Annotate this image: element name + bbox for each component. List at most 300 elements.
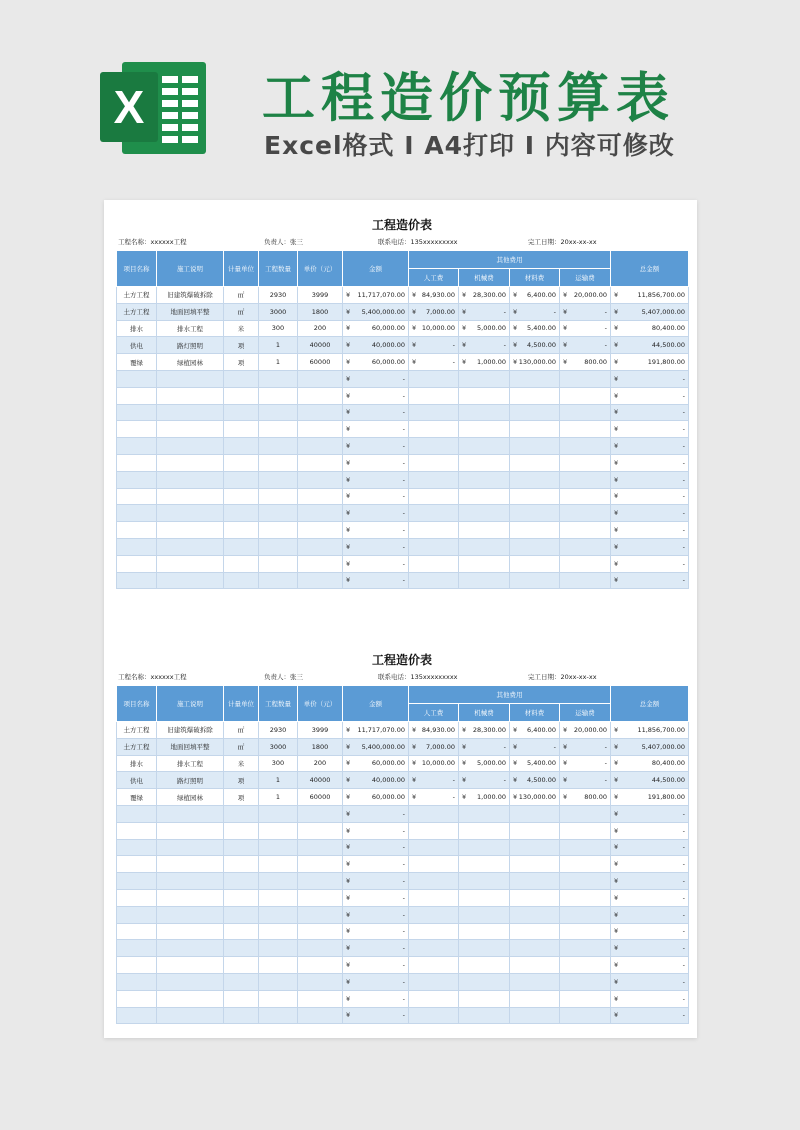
cell-price[interactable] xyxy=(298,822,343,839)
cell-labor[interactable] xyxy=(409,438,459,455)
cell-desc[interactable]: 地面回填平整 xyxy=(157,303,224,320)
cell-qty[interactable]: 300 xyxy=(259,320,298,337)
cell-qty[interactable] xyxy=(259,1007,298,1024)
cell-desc[interactable] xyxy=(157,822,224,839)
cell-unit[interactable]: 项 xyxy=(224,354,259,371)
cell-qty[interactable]: 300 xyxy=(259,755,298,772)
cell-total[interactable] xyxy=(611,1007,689,1024)
cell-amount[interactable] xyxy=(343,822,409,839)
cell-amount[interactable] xyxy=(343,940,409,957)
cell-total[interactable] xyxy=(611,755,689,772)
cell-price[interactable] xyxy=(298,387,343,404)
cell-material[interactable] xyxy=(510,438,560,455)
cell-transport[interactable] xyxy=(560,923,611,940)
cell-material[interactable] xyxy=(510,990,560,1007)
cell-transport[interactable] xyxy=(560,722,611,739)
cell-unit[interactable] xyxy=(224,973,259,990)
cell-machine[interactable] xyxy=(459,538,510,555)
cell-qty[interactable] xyxy=(259,822,298,839)
cell-transport[interactable] xyxy=(560,471,611,488)
cell-qty[interactable] xyxy=(259,957,298,974)
cell-unit[interactable] xyxy=(224,805,259,822)
cell-labor[interactable] xyxy=(409,772,459,789)
cell-total[interactable] xyxy=(611,421,689,438)
cell-item[interactable] xyxy=(117,1007,157,1024)
cell-labor[interactable] xyxy=(409,990,459,1007)
cell-labor[interactable] xyxy=(409,287,459,304)
cell-material[interactable] xyxy=(510,873,560,890)
cell-item[interactable] xyxy=(117,906,157,923)
cell-amount[interactable] xyxy=(343,789,409,806)
cell-labor[interactable] xyxy=(409,505,459,522)
cell-transport[interactable] xyxy=(560,454,611,471)
cell-unit[interactable] xyxy=(224,940,259,957)
cell-machine[interactable] xyxy=(459,856,510,873)
cell-machine[interactable] xyxy=(459,421,510,438)
cell-price[interactable] xyxy=(298,805,343,822)
cell-labor[interactable] xyxy=(409,722,459,739)
cell-labor[interactable] xyxy=(409,940,459,957)
cell-machine[interactable] xyxy=(459,822,510,839)
cell-total[interactable] xyxy=(611,906,689,923)
cell-material[interactable] xyxy=(510,755,560,772)
cell-transport[interactable] xyxy=(560,822,611,839)
cell-material[interactable] xyxy=(510,889,560,906)
cell-item[interactable] xyxy=(117,889,157,906)
cell-item[interactable] xyxy=(117,923,157,940)
cell-amount[interactable] xyxy=(343,805,409,822)
cell-price[interactable]: 200 xyxy=(298,320,343,337)
cell-desc[interactable] xyxy=(157,973,224,990)
cell-machine[interactable] xyxy=(459,940,510,957)
cell-price[interactable] xyxy=(298,856,343,873)
cell-total[interactable] xyxy=(611,354,689,371)
cell-amount[interactable] xyxy=(343,572,409,589)
cell-desc[interactable] xyxy=(157,889,224,906)
cell-material[interactable] xyxy=(510,1007,560,1024)
cell-price[interactable]: 1800 xyxy=(298,303,343,320)
cell-total[interactable] xyxy=(611,387,689,404)
cell-machine[interactable] xyxy=(459,755,510,772)
cell-qty[interactable] xyxy=(259,906,298,923)
cell-qty[interactable] xyxy=(259,538,298,555)
cell-desc[interactable] xyxy=(157,856,224,873)
cell-machine[interactable] xyxy=(459,722,510,739)
cell-labor[interactable] xyxy=(409,320,459,337)
cell-transport[interactable] xyxy=(560,805,611,822)
cell-qty[interactable] xyxy=(259,505,298,522)
cell-price[interactable] xyxy=(298,522,343,539)
cell-unit[interactable]: 项 xyxy=(224,337,259,354)
cell-machine[interactable] xyxy=(459,354,510,371)
cell-amount[interactable] xyxy=(343,505,409,522)
cell-item[interactable] xyxy=(117,454,157,471)
cell-machine[interactable] xyxy=(459,789,510,806)
cell-material[interactable] xyxy=(510,488,560,505)
cell-price[interactable]: 60000 xyxy=(298,354,343,371)
cell-machine[interactable] xyxy=(459,906,510,923)
cell-amount[interactable] xyxy=(343,755,409,772)
cell-transport[interactable] xyxy=(560,738,611,755)
cell-labor[interactable] xyxy=(409,354,459,371)
cell-transport[interactable] xyxy=(560,404,611,421)
cell-machine[interactable] xyxy=(459,387,510,404)
cell-item[interactable] xyxy=(117,957,157,974)
cell-qty[interactable] xyxy=(259,940,298,957)
cell-price[interactable] xyxy=(298,940,343,957)
cell-qty[interactable]: 3000 xyxy=(259,303,298,320)
cell-desc[interactable] xyxy=(157,572,224,589)
cell-total[interactable] xyxy=(611,572,689,589)
cell-qty[interactable] xyxy=(259,990,298,1007)
cell-labor[interactable] xyxy=(409,555,459,572)
cell-amount[interactable] xyxy=(343,337,409,354)
cell-material[interactable] xyxy=(510,940,560,957)
cell-unit[interactable]: 项 xyxy=(224,789,259,806)
cell-labor[interactable] xyxy=(409,572,459,589)
cell-transport[interactable] xyxy=(560,354,611,371)
cell-item[interactable]: 土方工程 xyxy=(117,722,157,739)
cell-item[interactable] xyxy=(117,822,157,839)
cell-total[interactable] xyxy=(611,940,689,957)
cell-amount[interactable] xyxy=(343,320,409,337)
cell-price[interactable] xyxy=(298,438,343,455)
cell-amount[interactable] xyxy=(343,354,409,371)
cell-total[interactable] xyxy=(611,505,689,522)
cell-amount[interactable] xyxy=(343,990,409,1007)
cell-desc[interactable] xyxy=(157,1007,224,1024)
cell-qty[interactable]: 1 xyxy=(259,337,298,354)
cell-labor[interactable] xyxy=(409,906,459,923)
cell-transport[interactable] xyxy=(560,555,611,572)
cell-desc[interactable]: 排水工程 xyxy=(157,755,224,772)
cell-item[interactable] xyxy=(117,488,157,505)
cell-qty[interactable] xyxy=(259,370,298,387)
cell-material[interactable] xyxy=(510,738,560,755)
cell-material[interactable] xyxy=(510,805,560,822)
cell-machine[interactable] xyxy=(459,555,510,572)
cell-qty[interactable]: 1 xyxy=(259,789,298,806)
cell-price[interactable] xyxy=(298,538,343,555)
cell-item[interactable]: 土方工程 xyxy=(117,738,157,755)
cell-amount[interactable] xyxy=(343,488,409,505)
cell-price[interactable] xyxy=(298,923,343,940)
cell-amount[interactable] xyxy=(343,973,409,990)
cell-amount[interactable] xyxy=(343,471,409,488)
cell-qty[interactable] xyxy=(259,889,298,906)
cell-price[interactable]: 1800 xyxy=(298,738,343,755)
cell-price[interactable] xyxy=(298,990,343,1007)
cell-transport[interactable] xyxy=(560,789,611,806)
cell-qty[interactable]: 2930 xyxy=(259,287,298,304)
cell-desc[interactable] xyxy=(157,404,224,421)
cell-amount[interactable] xyxy=(343,454,409,471)
cell-unit[interactable] xyxy=(224,873,259,890)
cell-amount[interactable] xyxy=(343,303,409,320)
cell-total[interactable] xyxy=(611,990,689,1007)
cell-item[interactable] xyxy=(117,404,157,421)
cell-transport[interactable] xyxy=(560,906,611,923)
cell-unit[interactable] xyxy=(224,505,259,522)
cell-transport[interactable] xyxy=(560,873,611,890)
cell-qty[interactable]: 1 xyxy=(259,354,298,371)
cell-desc[interactable] xyxy=(157,839,224,856)
cell-transport[interactable] xyxy=(560,856,611,873)
cell-labor[interactable] xyxy=(409,387,459,404)
cell-total[interactable] xyxy=(611,471,689,488)
cell-machine[interactable] xyxy=(459,505,510,522)
cell-qty[interactable] xyxy=(259,805,298,822)
cell-material[interactable] xyxy=(510,957,560,974)
cell-item[interactable] xyxy=(117,505,157,522)
cell-amount[interactable] xyxy=(343,387,409,404)
cell-labor[interactable] xyxy=(409,538,459,555)
cell-transport[interactable] xyxy=(560,505,611,522)
cell-material[interactable] xyxy=(510,772,560,789)
cell-labor[interactable] xyxy=(409,873,459,890)
cell-transport[interactable] xyxy=(560,940,611,957)
cell-unit[interactable]: ㎡ xyxy=(224,287,259,304)
cell-qty[interactable] xyxy=(259,839,298,856)
cell-amount[interactable] xyxy=(343,839,409,856)
cell-material[interactable] xyxy=(510,522,560,539)
cell-price[interactable] xyxy=(298,906,343,923)
cell-material[interactable] xyxy=(510,789,560,806)
cell-total[interactable] xyxy=(611,839,689,856)
cell-desc[interactable] xyxy=(157,805,224,822)
cell-unit[interactable] xyxy=(224,923,259,940)
cell-item[interactable] xyxy=(117,572,157,589)
cell-labor[interactable] xyxy=(409,738,459,755)
cell-desc[interactable]: 旧建筑爆破拆除 xyxy=(157,722,224,739)
cell-machine[interactable] xyxy=(459,957,510,974)
cell-price[interactable] xyxy=(298,1007,343,1024)
cell-machine[interactable] xyxy=(459,303,510,320)
cell-transport[interactable] xyxy=(560,287,611,304)
cell-amount[interactable] xyxy=(343,957,409,974)
cell-unit[interactable] xyxy=(224,522,259,539)
cell-price[interactable] xyxy=(298,957,343,974)
cell-labor[interactable] xyxy=(409,805,459,822)
cell-qty[interactable] xyxy=(259,856,298,873)
cell-total[interactable] xyxy=(611,454,689,471)
cell-price[interactable] xyxy=(298,572,343,589)
cell-machine[interactable] xyxy=(459,404,510,421)
cell-machine[interactable] xyxy=(459,889,510,906)
cell-total[interactable] xyxy=(611,488,689,505)
cell-unit[interactable] xyxy=(224,856,259,873)
cell-total[interactable] xyxy=(611,856,689,873)
cell-desc[interactable] xyxy=(157,488,224,505)
cell-total[interactable] xyxy=(611,973,689,990)
cell-desc[interactable]: 路灯照明 xyxy=(157,337,224,354)
cell-unit[interactable]: 米 xyxy=(224,755,259,772)
cell-total[interactable] xyxy=(611,923,689,940)
cell-price[interactable] xyxy=(298,505,343,522)
cell-labor[interactable] xyxy=(409,522,459,539)
cell-desc[interactable]: 绿植园林 xyxy=(157,354,224,371)
cell-item[interactable]: 排水 xyxy=(117,755,157,772)
cell-material[interactable] xyxy=(510,839,560,856)
cell-qty[interactable] xyxy=(259,454,298,471)
cell-unit[interactable] xyxy=(224,990,259,1007)
cell-desc[interactable]: 旧建筑爆破拆除 xyxy=(157,287,224,304)
cell-qty[interactable]: 2930 xyxy=(259,722,298,739)
cell-price[interactable] xyxy=(298,488,343,505)
cell-total[interactable] xyxy=(611,738,689,755)
cell-price[interactable]: 40000 xyxy=(298,772,343,789)
cell-transport[interactable] xyxy=(560,522,611,539)
cell-material[interactable] xyxy=(510,722,560,739)
cell-amount[interactable] xyxy=(343,906,409,923)
cell-item[interactable]: 供电 xyxy=(117,337,157,354)
cell-machine[interactable] xyxy=(459,438,510,455)
cell-unit[interactable] xyxy=(224,471,259,488)
cell-desc[interactable]: 绿植园林 xyxy=(157,789,224,806)
cell-price[interactable] xyxy=(298,555,343,572)
cell-unit[interactable] xyxy=(224,822,259,839)
cell-machine[interactable] xyxy=(459,572,510,589)
cell-qty[interactable] xyxy=(259,923,298,940)
cell-unit[interactable] xyxy=(224,488,259,505)
cell-price[interactable]: 3999 xyxy=(298,722,343,739)
cell-amount[interactable] xyxy=(343,522,409,539)
cell-qty[interactable]: 1 xyxy=(259,772,298,789)
cell-item[interactable]: 土方工程 xyxy=(117,303,157,320)
cell-labor[interactable] xyxy=(409,856,459,873)
cell-unit[interactable] xyxy=(224,572,259,589)
cell-item[interactable] xyxy=(117,873,157,890)
cell-labor[interactable] xyxy=(409,421,459,438)
cell-unit[interactable] xyxy=(224,538,259,555)
cell-total[interactable] xyxy=(611,522,689,539)
cell-labor[interactable] xyxy=(409,303,459,320)
cell-machine[interactable] xyxy=(459,337,510,354)
cell-transport[interactable] xyxy=(560,387,611,404)
cell-item[interactable]: 覆绿 xyxy=(117,789,157,806)
cell-total[interactable] xyxy=(611,822,689,839)
cell-amount[interactable] xyxy=(343,538,409,555)
cell-amount[interactable] xyxy=(343,404,409,421)
cell-labor[interactable] xyxy=(409,1007,459,1024)
cell-qty[interactable] xyxy=(259,387,298,404)
cell-desc[interactable]: 路灯照明 xyxy=(157,772,224,789)
cell-material[interactable] xyxy=(510,555,560,572)
cell-material[interactable] xyxy=(510,856,560,873)
cell-unit[interactable]: ㎡ xyxy=(224,738,259,755)
cell-material[interactable] xyxy=(510,973,560,990)
cell-amount[interactable] xyxy=(343,856,409,873)
cell-item[interactable]: 覆绿 xyxy=(117,354,157,371)
cell-unit[interactable]: 米 xyxy=(224,320,259,337)
cell-material[interactable] xyxy=(510,387,560,404)
cell-labor[interactable] xyxy=(409,337,459,354)
cell-desc[interactable] xyxy=(157,906,224,923)
cell-qty[interactable] xyxy=(259,873,298,890)
cell-material[interactable] xyxy=(510,822,560,839)
cell-desc[interactable]: 地面回填平整 xyxy=(157,738,224,755)
cell-item[interactable] xyxy=(117,940,157,957)
cell-labor[interactable] xyxy=(409,755,459,772)
cell-material[interactable] xyxy=(510,404,560,421)
cell-transport[interactable] xyxy=(560,320,611,337)
cell-desc[interactable] xyxy=(157,471,224,488)
cell-material[interactable] xyxy=(510,337,560,354)
cell-material[interactable] xyxy=(510,421,560,438)
cell-labor[interactable] xyxy=(409,471,459,488)
cell-total[interactable] xyxy=(611,404,689,421)
cell-item[interactable]: 供电 xyxy=(117,772,157,789)
cell-transport[interactable] xyxy=(560,755,611,772)
cell-total[interactable] xyxy=(611,303,689,320)
cell-item[interactable] xyxy=(117,538,157,555)
cell-desc[interactable] xyxy=(157,370,224,387)
cell-total[interactable] xyxy=(611,889,689,906)
cell-amount[interactable] xyxy=(343,1007,409,1024)
cell-price[interactable] xyxy=(298,421,343,438)
cell-material[interactable] xyxy=(510,471,560,488)
cell-machine[interactable] xyxy=(459,990,510,1007)
cell-price[interactable]: 60000 xyxy=(298,789,343,806)
cell-machine[interactable] xyxy=(459,320,510,337)
cell-machine[interactable] xyxy=(459,772,510,789)
cell-machine[interactable] xyxy=(459,370,510,387)
cell-machine[interactable] xyxy=(459,973,510,990)
cell-amount[interactable] xyxy=(343,738,409,755)
cell-price[interactable] xyxy=(298,454,343,471)
cell-transport[interactable] xyxy=(560,973,611,990)
cell-qty[interactable] xyxy=(259,404,298,421)
cell-material[interactable] xyxy=(510,505,560,522)
cell-transport[interactable] xyxy=(560,438,611,455)
cell-transport[interactable] xyxy=(560,337,611,354)
cell-machine[interactable] xyxy=(459,923,510,940)
cell-amount[interactable] xyxy=(343,421,409,438)
cell-unit[interactable] xyxy=(224,387,259,404)
cell-material[interactable] xyxy=(510,923,560,940)
cell-material[interactable] xyxy=(510,303,560,320)
cell-machine[interactable] xyxy=(459,738,510,755)
cell-unit[interactable] xyxy=(224,889,259,906)
cell-item[interactable] xyxy=(117,805,157,822)
cell-unit[interactable] xyxy=(224,839,259,856)
cell-price[interactable] xyxy=(298,873,343,890)
cell-desc[interactable] xyxy=(157,538,224,555)
cell-total[interactable] xyxy=(611,805,689,822)
cell-labor[interactable] xyxy=(409,370,459,387)
cell-amount[interactable] xyxy=(343,873,409,890)
cell-item[interactable] xyxy=(117,387,157,404)
cell-labor[interactable] xyxy=(409,923,459,940)
cell-labor[interactable] xyxy=(409,789,459,806)
cell-transport[interactable] xyxy=(560,889,611,906)
cell-transport[interactable] xyxy=(560,772,611,789)
cell-qty[interactable]: 3000 xyxy=(259,738,298,755)
cell-transport[interactable] xyxy=(560,839,611,856)
cell-item[interactable] xyxy=(117,471,157,488)
cell-unit[interactable] xyxy=(224,957,259,974)
cell-qty[interactable] xyxy=(259,572,298,589)
cell-price[interactable] xyxy=(298,889,343,906)
cell-labor[interactable] xyxy=(409,488,459,505)
cell-qty[interactable] xyxy=(259,555,298,572)
cell-total[interactable] xyxy=(611,873,689,890)
cell-item[interactable] xyxy=(117,522,157,539)
cell-desc[interactable] xyxy=(157,421,224,438)
cell-desc[interactable] xyxy=(157,940,224,957)
cell-machine[interactable] xyxy=(459,287,510,304)
cell-amount[interactable] xyxy=(343,438,409,455)
